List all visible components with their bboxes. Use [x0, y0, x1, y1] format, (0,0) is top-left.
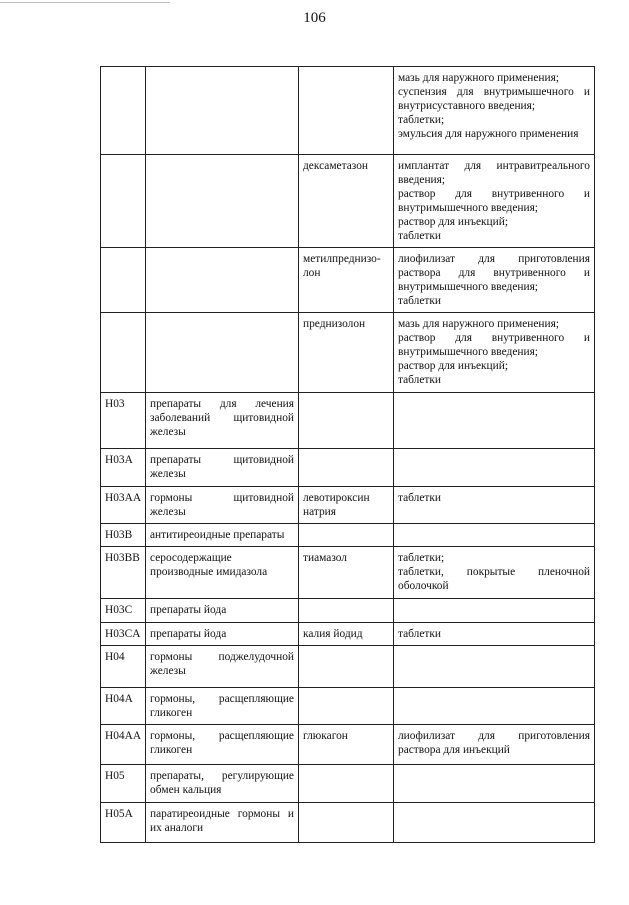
- group-name-cell: [146, 67, 299, 155]
- table-row: [101, 623, 595, 646]
- drug-name-cell: [299, 393, 394, 449]
- group-name-cell: препараты щитовидной железы: [146, 449, 299, 487]
- dosage-form-line: эмульсия для наружного применения: [398, 128, 579, 140]
- drug-name-cell: глюкагон: [299, 725, 394, 765]
- table-row: [101, 803, 595, 843]
- group-name-cell: препараты для лечения заболеваний щитовидной железы: [146, 393, 299, 449]
- group-name-cell: [146, 313, 299, 393]
- dosage-form-cell: [394, 487, 595, 524]
- dosage-form-cell: [394, 155, 595, 248]
- table-row: [101, 248, 595, 313]
- table-row: [101, 599, 595, 623]
- drug-name-cell: [299, 599, 394, 623]
- drug-name-cell: [299, 524, 394, 547]
- drug-name-cell: тиамазол: [299, 547, 394, 599]
- dosage-form-line: суспензия для внутримышечного и внутрисуставного введения;: [398, 86, 590, 112]
- drug-name-cell: [299, 449, 394, 487]
- dosage-form-line: раствор для внутривенного и внутримышечного введения;: [398, 332, 590, 358]
- atc-code-cell: H03C: [101, 599, 146, 623]
- dosage-form-cell: [394, 547, 595, 599]
- dosage-form-line: таблетки: [398, 628, 442, 640]
- group-name-cell: препараты, регулирующие обмен кальция: [146, 765, 299, 803]
- dosage-form-line: раствор для инъекций;: [398, 216, 509, 228]
- atc-code-cell: H05: [101, 765, 146, 803]
- table-body: [101, 67, 595, 843]
- dosage-form-cell: [394, 449, 595, 487]
- atc-code-cell: H05A: [101, 803, 146, 843]
- drug-table: [100, 66, 595, 843]
- atc-code-cell: H04: [101, 646, 146, 688]
- dosage-form-line: мазь для наружного применения;: [398, 72, 560, 84]
- table-row: [101, 487, 595, 524]
- group-name-cell: гормоны поджелудочной железы: [146, 646, 299, 688]
- group-name-cell: [146, 248, 299, 313]
- drug-name-cell: [299, 688, 394, 725]
- dosage-form-line: таблетки, покрытые пленочной оболочкой: [398, 566, 590, 592]
- header-rule: [0, 2, 170, 3]
- dosage-form-cell: [394, 599, 595, 623]
- dosage-form-cell: [394, 803, 595, 843]
- atc-code-cell: [101, 313, 146, 393]
- page-number: 106: [303, 10, 326, 26]
- drug-name-cell: левотироксин натрия: [299, 487, 394, 524]
- dosage-form-line: имплантат для интравитреального введения;: [398, 160, 590, 186]
- drug-name-cell: [299, 646, 394, 688]
- drug-name-cell: метилпреднизо-лон: [299, 248, 394, 313]
- table-row: [101, 393, 595, 449]
- dosage-form-cell: [394, 725, 595, 765]
- table-row: [101, 765, 595, 803]
- table-row: [101, 688, 595, 725]
- dosage-form-cell: [394, 67, 595, 155]
- atc-code-cell: H03AA: [101, 487, 146, 524]
- table-row: [101, 725, 595, 765]
- atc-code-cell: H03: [101, 393, 146, 449]
- dosage-form-cell: [394, 524, 595, 547]
- dosage-form-cell: [394, 248, 595, 313]
- dosage-form-line: раствор для внутривенного и внутримышечного введения;: [398, 188, 590, 214]
- table-row: [101, 524, 595, 547]
- table-row: [101, 449, 595, 487]
- atc-code-cell: H03B: [101, 524, 146, 547]
- dosage-form-cell: [394, 646, 595, 688]
- atc-code-cell: H04AA: [101, 725, 146, 765]
- table-row: [101, 155, 595, 248]
- group-name-cell: гормоны, расщепляющие гликоген: [146, 688, 299, 725]
- dosage-form-cell: [394, 688, 595, 725]
- group-name-cell: препараты йода: [146, 599, 299, 623]
- dosage-form-line: мазь для наружного применения;: [398, 318, 560, 330]
- dosage-form-line: таблетки: [398, 374, 442, 386]
- atc-code-cell: [101, 155, 146, 248]
- group-name-cell: препараты йода: [146, 623, 299, 646]
- dosage-form-line: таблетки: [398, 492, 442, 504]
- atc-code-cell: [101, 248, 146, 313]
- dosage-form-line: раствор для инъекций;: [398, 360, 509, 372]
- atc-code-cell: H04A: [101, 688, 146, 725]
- drug-name-cell: [299, 765, 394, 803]
- drug-name-cell: [299, 67, 394, 155]
- dosage-form-line: таблетки: [398, 295, 442, 307]
- group-name-cell: паратиреоидные гормоны и их аналоги: [146, 803, 299, 843]
- table-row: [101, 67, 595, 155]
- atc-code-cell: H03CA: [101, 623, 146, 646]
- dosage-form-line: таблетки;: [398, 552, 445, 564]
- dosage-form-cell: [394, 393, 595, 449]
- dosage-form-cell: [394, 623, 595, 646]
- table-row: [101, 313, 595, 393]
- group-name-cell: гормоны, расщепляющие гликоген: [146, 725, 299, 765]
- group-name-cell: [146, 155, 299, 248]
- dosage-form-line: таблетки: [398, 230, 442, 242]
- table-row: [101, 646, 595, 688]
- atc-code-cell: H03A: [101, 449, 146, 487]
- group-name-cell: серосодержащие производные имидазола: [146, 547, 299, 599]
- group-name-cell: антитиреоидные препараты: [146, 524, 299, 547]
- dosage-form-line: таблетки;: [398, 114, 445, 126]
- drug-name-cell: калия йодид: [299, 623, 394, 646]
- dosage-form-line: лиофилизат для приготовления раствора для инъекций: [398, 730, 590, 756]
- dosage-form-cell: [394, 765, 595, 803]
- dosage-form-cell: [394, 313, 595, 393]
- atc-code-cell: [101, 67, 146, 155]
- drug-name-cell: дексаметазон: [299, 155, 394, 248]
- drug-name-cell: преднизолон: [299, 313, 394, 393]
- atc-code-cell: H03BB: [101, 547, 146, 599]
- table-row: [101, 547, 595, 599]
- group-name-cell: гормоны щитовидной железы: [146, 487, 299, 524]
- drug-name-cell: [299, 803, 394, 843]
- dosage-form-line: лиофилизат для приготовления раствора для внутривенного и внутримышечного введения;: [398, 253, 590, 293]
